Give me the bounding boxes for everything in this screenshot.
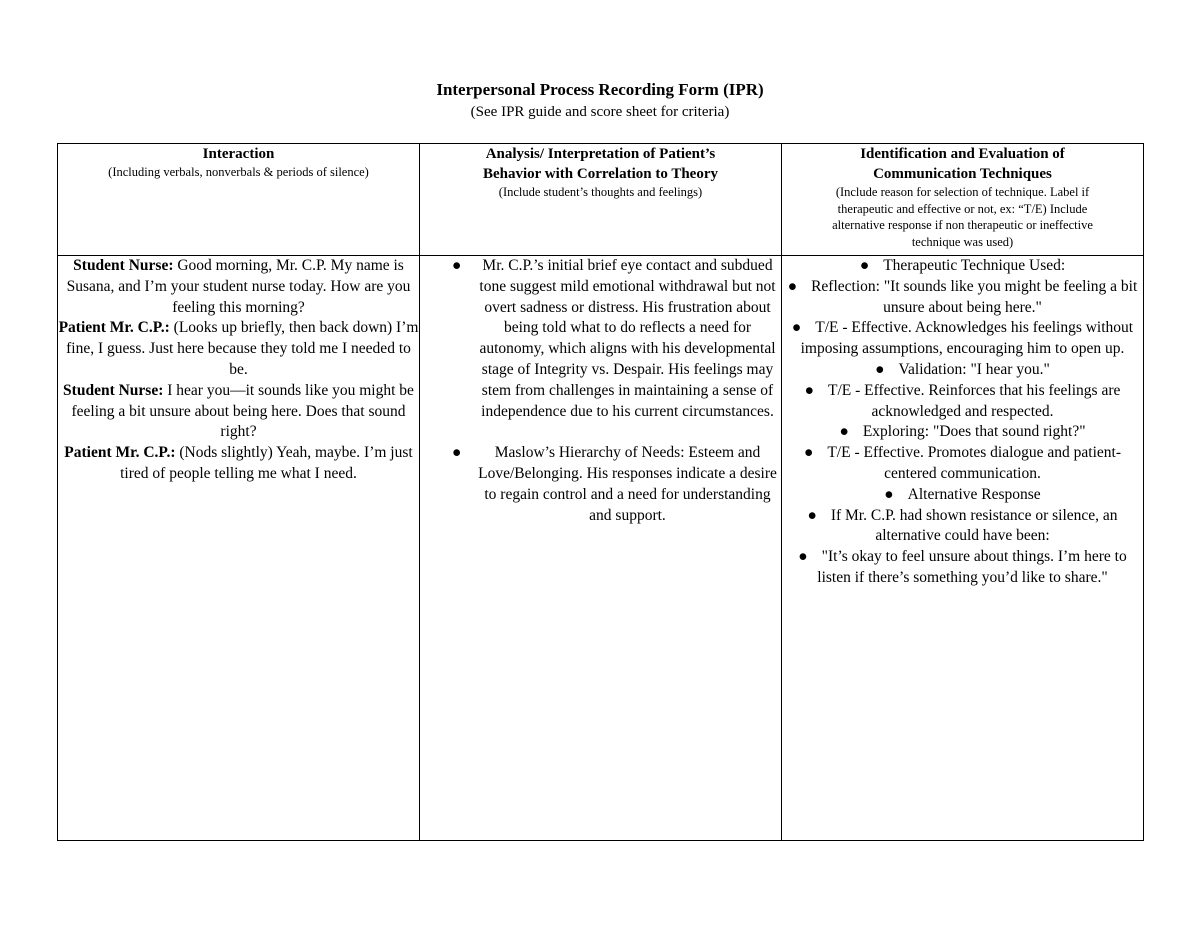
interaction-cell	[58, 256, 420, 841]
speaker-label: Student Nurse:	[63, 381, 164, 399]
list-item	[420, 443, 781, 526]
column-subheading: alternative response if non therapeutic or ineffective	[832, 218, 1093, 232]
analysis-text: Maslow’s Hierarchy of Needs: Esteem and Love/Belonging. His responses indicate a desire to regain control and a need for understanding and support.	[478, 444, 777, 524]
techniques-list	[782, 256, 1143, 589]
column-heading: Identification and Evaluation of	[860, 146, 1065, 162]
bullet-icon: ●	[884, 485, 894, 503]
column-header-interaction	[58, 144, 420, 256]
bullet-icon: ●	[452, 257, 462, 274]
speaker-label: Patient Mr. C.P.:	[58, 319, 170, 337]
column-heading: Behavior with Correlation to Theory	[483, 166, 718, 182]
content-row	[58, 256, 1144, 841]
form-subtitle: (See IPR guide and score sheet for criteria)	[470, 104, 730, 120]
bullet-icon: ●	[798, 548, 808, 566]
technique-text: Reflection: "It sounds like you might be feeling a bit unsure about being here."	[811, 277, 1138, 316]
bullet-icon: ●	[787, 277, 798, 295]
technique-text: If Mr. C.P. had shown resistance or silence, an alternative could have been:	[830, 506, 1118, 545]
list-item	[782, 360, 1143, 381]
dialogue-line	[58, 381, 419, 443]
column-subheading: therapeutic and effective or not, ex: “T/E) Include	[837, 201, 1088, 216]
column-subheading: (Including verbals, nonverbals & periods of silence)	[108, 165, 369, 179]
column-subheading: (Include reason for selection of technique. Label if	[835, 185, 1090, 199]
dialogue-text: (Looks up briefly, then back down) I’m fine, I guess. Just here because they told me I needed to be.	[66, 319, 419, 378]
list-item	[782, 256, 1143, 277]
technique-text: T/E - Effective. Acknowledges his feelings without imposing assumptions, encouraging him to open up.	[800, 319, 1134, 358]
list-item	[782, 485, 1143, 506]
bullet-icon: ●	[839, 423, 849, 441]
dialogue-text: (Nods slightly) Yeah, maybe. I’m just tired of people telling me what I need.	[120, 444, 413, 482]
column-heading: Interaction	[202, 146, 275, 162]
column-subheading: (Include student’s thoughts and feelings)	[498, 185, 703, 199]
form-title: Interpersonal Process Recording Form (IPR)	[436, 80, 764, 99]
bullet-icon: ●	[859, 257, 870, 274]
header-row	[58, 144, 1144, 256]
column-header-analysis	[420, 144, 782, 256]
dialogue-text: Good morning, Mr. C.P. My name is Susana, and I’m your student nurse today. How are you feeling this morning?	[66, 257, 411, 316]
analysis-cell	[420, 256, 782, 841]
bullet-icon: ●	[791, 319, 802, 337]
column-heading: Analysis/ Interpretation of Patient’s	[485, 146, 716, 162]
analysis-list	[420, 256, 781, 526]
technique-text: "It’s okay to feel unsure about things. I’m here to listen if there’s something you’d like to share."	[817, 548, 1127, 586]
analysis-text: Mr. C.P.’s initial brief eye contact and subdued tone suggest mild emotional withdrawal but not overt sadness or distress. His frustration about being told what to do reflects a need for autonomy, which aligns with his developmental stage of Integrity vs. Despair. His feelings may stem from challenges in maintaining a sense of independence due to his current circumstances.	[479, 257, 776, 420]
column-heading: Communication Techniques	[873, 166, 1052, 182]
bullet-icon: ●	[807, 506, 817, 524]
technique-text: Therapeutic Technique Used:	[883, 257, 1066, 274]
technique-text: Validation: "I hear you."	[898, 360, 1050, 378]
dialogue-line	[58, 443, 419, 485]
list-item	[782, 422, 1143, 443]
bullet-icon: ●	[804, 381, 814, 399]
technique-text: Alternative Response	[907, 485, 1041, 503]
ipr-table	[57, 143, 1144, 841]
list-item	[782, 506, 1143, 548]
column-header-techniques	[782, 144, 1144, 256]
dialogue-line	[58, 318, 419, 380]
bullet-icon: ●	[803, 444, 814, 462]
bullet-icon: ●	[875, 360, 885, 378]
bullet-icon: ●	[452, 444, 462, 462]
technique-text: T/E - Effective. Promotes dialogue and patient-centered communication.	[827, 444, 1122, 482]
technique-text: T/E - Effective. Reinforces that his feelings are acknowledged and respected.	[828, 381, 1121, 420]
speaker-label: Patient Mr. C.P.:	[64, 444, 176, 462]
list-item	[782, 318, 1143, 360]
dialogue-text: I hear you—it sounds like you might be feeling a bit unsure about being here. Does that sound right?	[71, 381, 414, 441]
dialogue-line	[58, 256, 419, 318]
list-item	[420, 256, 781, 422]
techniques-cell	[782, 256, 1144, 841]
speaker-label: Student Nurse:	[73, 257, 174, 274]
list-item	[782, 443, 1143, 485]
list-item	[782, 547, 1143, 589]
list-item	[782, 277, 1143, 319]
column-subheading: technique was used)	[911, 234, 1014, 249]
list-item	[782, 381, 1143, 423]
technique-text: Exploring: "Does that sound right?"	[862, 423, 1086, 441]
